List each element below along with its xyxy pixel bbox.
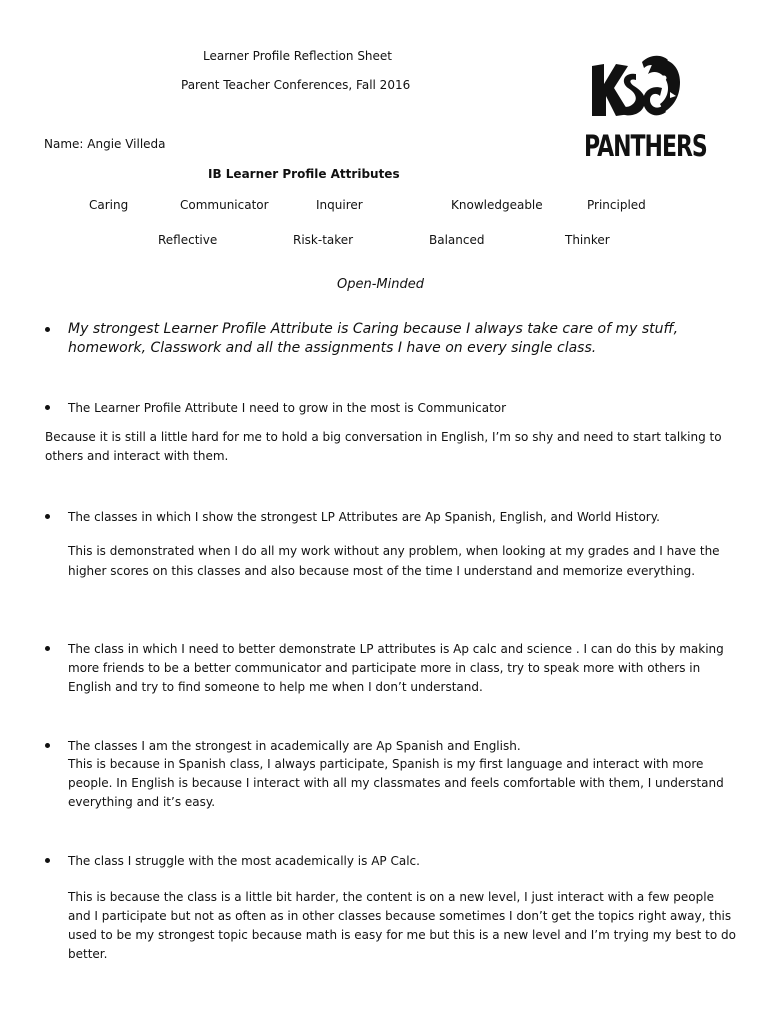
attribute-inquirer: Inquirer — [316, 198, 363, 212]
strong-classes-statement: The classes in which I show the strongest LP Attributes are Ap Spanish, English, and World History. — [68, 510, 660, 524]
grow-attribute-statement: The Learner Profile Attribute I need to grow in the most is Communicator — [68, 401, 507, 415]
strong-classes-line-1: This is demonstrated when I do all my work without any problem, when looking at my grades and I have the — [68, 544, 720, 558]
student-name: Name: Angie Villeda — [44, 137, 166, 151]
attributes-heading: IB Learner Profile Attributes — [208, 167, 400, 181]
bullet-point — [45, 327, 50, 332]
academic-strong-line-3: people. In English is because I interact with all my classmates and feels comfortable with them, I understand — [68, 776, 724, 790]
attribute-reflective: Reflective — [158, 233, 218, 247]
bullet-point — [45, 514, 50, 519]
attribute-risk-taker: Risk-taker — [293, 233, 354, 247]
bullet-point — [45, 646, 50, 651]
attribute-knowledgeable: Knowledgeable — [451, 198, 543, 212]
attribute-communicator: Communicator — [180, 198, 269, 212]
logo-text: PANTHERS — [584, 130, 707, 164]
grow-explanation-line-2: others and interact with them. — [45, 449, 229, 463]
struggle-explanation-line-1: This is because the class is a little bit harder, the content is on a new level, I just interact with a few people — [68, 890, 714, 904]
strong-classes-line-2: higher scores on this classes and also because most of the time I understand and memorize everything. — [68, 564, 696, 578]
improve-classes-line-2: more friends to be a better communicator and participate more in class, try to speak more with others in — [68, 661, 701, 675]
academic-strong-line-4: everything and it’s easy. — [68, 795, 216, 809]
struggle-class-statement: The class I struggle with the most academically is AP Calc. — [68, 854, 420, 868]
bullet-point — [45, 858, 50, 863]
academic-strong-line-2: This is because in Spanish class, I always participate, Spanish is my first language and interact with more — [68, 757, 704, 771]
strongest-attribute-line-1: My strongest Learner Profile Attribute is Caring because I always take care of my stuff, — [68, 321, 679, 337]
grow-explanation-line-1: Because it is still a little hard for me to hold a big conversation in English, I’m so shy and need to start talking to — [45, 430, 722, 444]
attribute-open-minded: Open-Minded — [337, 277, 424, 292]
attribute-thinker: Thinker — [565, 233, 610, 247]
attribute-caring: Caring — [89, 198, 129, 212]
sheet-title: Learner Profile Reflection Sheet — [203, 49, 393, 63]
strongest-attribute-line-2: homework, Classwork and all the assignments I have on every single class. — [68, 340, 597, 356]
attribute-principled: Principled — [587, 198, 646, 212]
struggle-explanation-line-4: better. — [68, 947, 108, 961]
bullet-point — [45, 743, 50, 748]
academic-strong-line-1: The classes I am the strongest in academically are Ap Spanish and English. — [68, 739, 521, 753]
improve-classes-line-1: The class in which I need to better demonstrate LP attributes is Ap calc and science . I can do this by making — [68, 642, 724, 656]
improve-classes-line-3: English and try to find someone to help me when I don’t understand. — [68, 680, 483, 694]
attribute-balanced: Balanced — [429, 233, 485, 247]
bullet-point — [45, 405, 50, 410]
struggle-explanation-line-2: and I participate but not as often as in other classes because sometimes I don’t get the topics right away, this — [68, 909, 732, 923]
struggle-explanation-line-3: used to be my strongest topic because math is easy for me but this is a new level and I’m trying my best to do — [68, 928, 736, 942]
sheet-subtitle: Parent Teacher Conferences, Fall 2016 — [181, 78, 411, 92]
